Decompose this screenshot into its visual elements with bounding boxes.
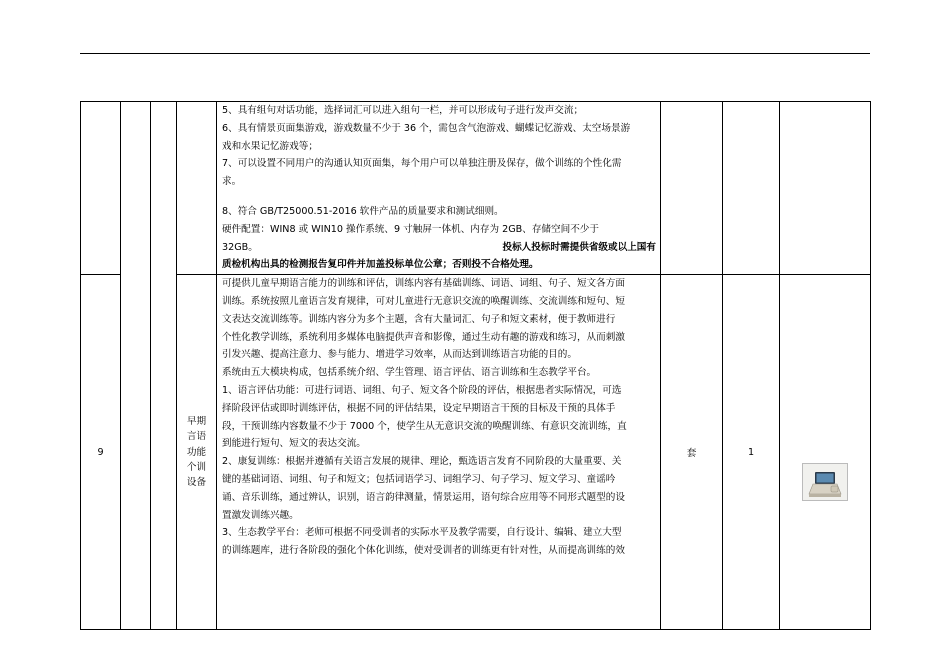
hardware-line — [222, 239, 656, 257]
index-cell-empty — [81, 102, 121, 275]
desc-line: 可提供儿童早期语言能力的训练和评估，训练内容有基础训练、词语、词组、句子、短文各方面 — [222, 278, 625, 290]
desc-line: 诵、音乐训练，通过辨认，识别，语言韵律测量，情景运用，语句综合应用等不同形式题型的设 — [222, 491, 625, 503]
index-cell: 9 — [81, 275, 121, 630]
desc-line: 训练。系统按照儿童语言发育规律，可对儿童进行无意识交流的唤醒训练、交流训练和短句、短 — [222, 295, 625, 307]
paragraph-gap — [222, 191, 656, 203]
desc-line: 2、康复训练：根据并遵循有关语言发展的规律、理论，甄选语言发育不同阶段的大量重要、关 — [222, 456, 622, 468]
desc-line: 3、生态教学平台：老师可根据不同受训者的实际水平及教学需要，自行设计、编辑、建立大型 — [222, 527, 622, 539]
image-cell-empty — [780, 102, 871, 275]
description-cell — [217, 275, 661, 630]
desc-line: 引发兴趣、提高注意力、参与能力、增进学习效率，从而达到训练语言功能的目的。 — [222, 349, 577, 361]
device-photo-icon — [802, 463, 848, 501]
requirement-bold-b: 质检机构出具的检测报告复印件并加盖投标单位公章；否则投不合格处理。 — [222, 259, 539, 271]
product-name-cell — [177, 275, 217, 630]
hardware-tail: 32GB。 — [222, 241, 258, 253]
quantity-cell-empty — [723, 102, 780, 275]
desc-line: 到能进行短句、短文的表达交流。 — [222, 438, 366, 450]
desc-line: 戏和水果记忆游戏等； — [222, 140, 318, 152]
desc-line: 1、语言评估功能：可进行词语、词组、句子、短文各个阶段的评估，根据患者实际情况，可选 — [222, 384, 622, 396]
name-line: 早期 — [186, 416, 207, 428]
desc-line: 硬件配置：WIN8 或 WIN10 操作系统、9 寸触屏一体机、内存为 2GB、存储空间不少于 — [222, 223, 599, 235]
unit-cell: 套 — [661, 275, 723, 630]
image-cell — [780, 275, 871, 630]
desc-line: 系统由五大模块构成，包括系统介绍、学生管理、语言评估、语言训练和生态教学平台。 — [222, 367, 597, 379]
desc-line: 个性化教学训练，系统利用多媒体电脑提供声音和影像，通过生动有趣的游戏和练习，从而刺激 — [222, 331, 625, 343]
quantity-cell: 1 — [723, 275, 780, 630]
table-row-item-9 — [81, 275, 871, 630]
name-line: 功能 — [186, 446, 207, 458]
unit-cell-empty — [661, 102, 723, 275]
desc-line: 求。 — [222, 176, 242, 188]
spec-table — [80, 101, 871, 630]
desc-line: 的训练题库，进行各阶段的强化个体化训练，使对受训者的训练更有针对性，从而提高训练的效 — [222, 545, 625, 557]
desc-line: 8、符合 GB/T25000.51-2016 软件产品的质量要求和测试细则。 — [222, 205, 504, 217]
desc-line: 择阶段评估或即时训练评估，根据不同的评估结果，设定早期语言干预的目标及干预的具体手 — [222, 402, 616, 414]
desc-line: 5、具有组句对话功能，选择词汇可以进入组句一栏，并可以形成句子进行发声交流； — [222, 105, 584, 116]
table-row-continued — [81, 102, 871, 275]
category-cell — [121, 102, 151, 630]
requirement-bold-a: 投标人投标时需提供省级或以上国有 — [502, 241, 656, 253]
desc-line: 置激发训练兴趣。 — [222, 509, 299, 521]
desc-line: 6、具有情景页面集游戏，游戏数量不少于 36 个，需包含气泡游戏、蝴蝶记忆游戏、太空场景游 — [222, 122, 631, 134]
page-header-rule — [80, 53, 870, 54]
name-line: 言语 — [186, 431, 207, 443]
device-illustration — [803, 464, 847, 500]
desc-line: 段，干预训练内容数量不少于 7000 个，使学生从无意识交流的唤醒训练、有意识交流训练，直 — [222, 420, 627, 432]
desc-line: 7、可以设置不同用户的沟通认知页面集，每个用户可以单独注册及保存，做个训练的个性化需 — [222, 158, 622, 170]
name-cell-empty — [177, 102, 217, 275]
desc-line: 键的基础词语、词组、句子和短文；包括词语学习、词组学习、句子学习、短文学习、童谣吟 — [222, 473, 616, 485]
name-line: 设备 — [186, 476, 207, 488]
subcategory-cell — [151, 102, 177, 630]
description-cell — [217, 102, 661, 275]
desc-line: 文表达交流训练等。训练内容分为多个主题，含有大量词汇、句子和短文素材，便于教师进行 — [222, 313, 616, 325]
name-line: 个训 — [186, 461, 207, 473]
